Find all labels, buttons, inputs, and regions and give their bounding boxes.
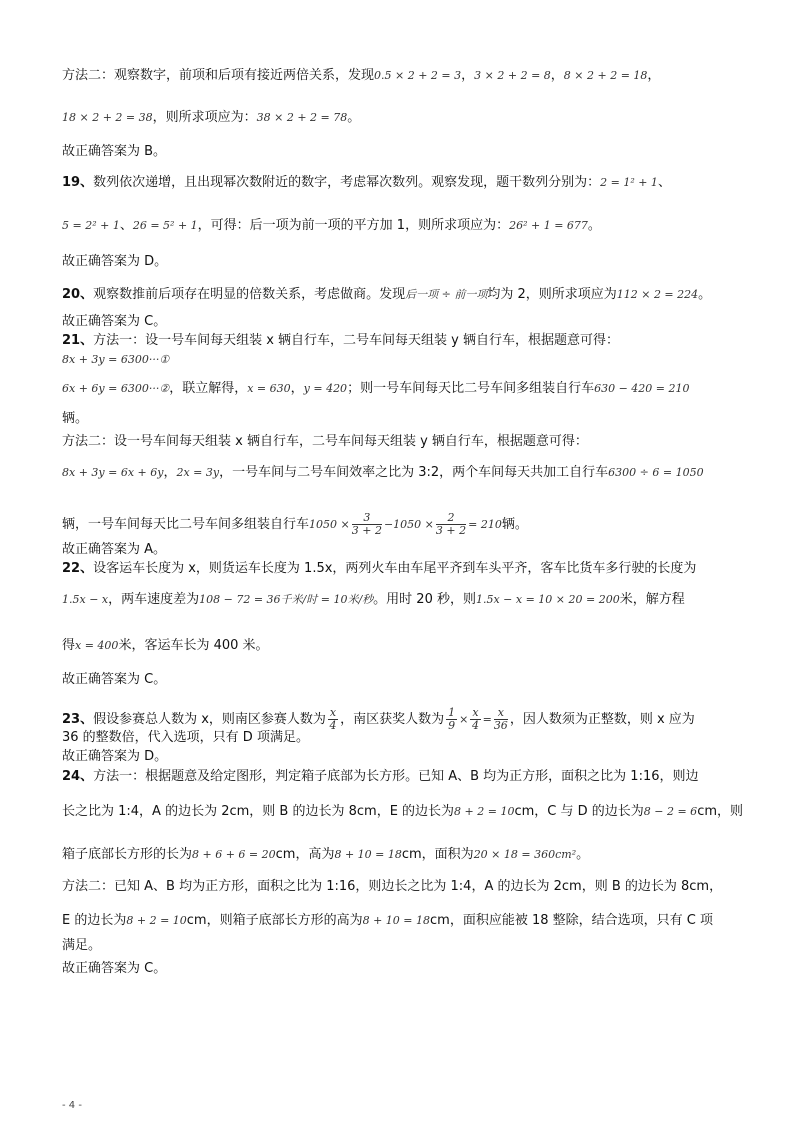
- q23-line1: 23、假设参赛总人数为 x，则南区参赛人数为 $\frac{x}{4}$ ，南区获奖人数为 $\frac{1}{9}$ × $\frac{x}{4}$ = $\frac{x}{36}$ ，因人数须为正整数，则 x 应为: [62, 706, 695, 732]
- q21-line1: 21、方法一：设一号车间每天组装 x 辆自行车，二号车间每天组装 y 辆自行车，根据题意可得：: [62, 333, 620, 348]
- q24-method2-line3: 满足。: [62, 938, 102, 953]
- fraction: $\frac{2}{3 + 2}$: [435, 511, 467, 537]
- fraction: $\frac{1}{9}$: [448, 706, 456, 732]
- q24-line2: 长之比为 1:4，A 的边长为 2cm，则 B 的边长为 8cm，E 的边长为8 + 2 = 10cm，C 与 D 的边长为8 − 2 = 6cm，则: [62, 804, 743, 819]
- q21-method2-line2: 8x + 3y = 6x + 6y，2x = 3y，一号车间与二号车间效率之比为 3:2，两个车间每天共加工自行车6300 ÷ 6 = 1050: [62, 465, 704, 480]
- q21-equation1: 8x + 3y = 6300···①: [62, 353, 170, 366]
- q24-method2-line1: 方法二：已知 A、B 均为正方形，面积之比为 1:16，则边长之比为 1:4，A 的边长为 2cm，则 B 的边长为 8cm，: [62, 879, 723, 894]
- fraction: $\frac{x}{36}$: [493, 706, 508, 732]
- answer-24: 故正确答案为 C。: [62, 961, 167, 976]
- q23-line2: 36 的整数倍，代入选项，只有 D 项满足。: [62, 730, 309, 745]
- q22-line1: 22、设客运车长度为 x，则货运车长度为 1.5x，两列火车由车尾平齐到车头平齐，客车比货车多行驶的长度为: [62, 561, 697, 576]
- q21-line3: 6x + 6y = 6300···②，联立解得，x = 630，y = 420；则一号车间每天比二号车间多组装自行车630 − 420 = 210: [62, 381, 690, 396]
- answer-18: 故正确答案为 B。: [62, 144, 167, 159]
- answer-23: 故正确答案为 D。: [62, 749, 168, 764]
- q24-line1: 24、方法一：根据题意及给定图形，判定箱子底部为长方形。已知 A、B 均为正方形，面积之比为 1:16，则边: [62, 769, 699, 784]
- answer-19: 故正确答案为 D。: [62, 254, 168, 269]
- q21-line4: 辆。: [62, 411, 89, 426]
- page-number: - 4 -: [62, 1100, 82, 1111]
- q21-method2-line1: 方法二：设一号车间每天组装 x 辆自行车，二号车间每天组装 y 辆自行车，根据题意可得：: [62, 434, 588, 449]
- para-method2-line2: 18 × 2 + 2 = 38，则所求项应为：38 × 2 + 2 = 78。: [62, 110, 361, 125]
- q24-line3: 箱子底部长方形的长为8 + 6 + 6 = 20cm，高为8 + 10 = 18cm，面积为20 × 18 = 360cm²。: [62, 847, 590, 862]
- q19-line2: 5 = 2² + 1、26 = 5² + 1，可得：后一项为前一项的平方加 1，则所求项应为：26² + 1 = 677。: [62, 218, 601, 233]
- fraction: $\frac{3}{3 + 2}$: [351, 511, 382, 537]
- q22-line3: 得x = 400米，客运车长为 400 米。: [62, 638, 269, 653]
- para-method2-line1: 方法二：观察数字，前项和后项有接近两倍关系，发现0.5 × 2 + 2 = 3，3 × 2 + 2 = 8，8 × 2 + 2 = 18，: [62, 68, 661, 83]
- answer-20: 故正确答案为 C。: [62, 314, 167, 329]
- q19-line1: 19、数列依次递增，且出现幂次数附近的数字，考虑幂次数列。观察发现，题干数列分别为：2 = 1² + 1、: [62, 175, 671, 190]
- q20-line1: 20、观察数推前后项存在明显的倍数关系，考虑做商。发现后一项 ÷ 前一项均为 2，则所求项应为112 × 2 = 224。: [62, 287, 712, 302]
- fraction: $\frac{x}{4}$: [471, 706, 479, 732]
- q22-line2: 1.5x − x，两车速度差为108 − 72 = 36千米/时 = 10米/秒。用时 20 秒，则1.5x − x = 10 × 20 = 200米，解方程: [62, 592, 685, 607]
- q24-method2-line2: E 的边长为8 + 2 = 10cm，则箱子底部长方形的高为8 + 10 = 18cm，面积应能被 18 整除，结合选项，只有 C 项: [62, 913, 713, 928]
- answer-21: 故正确答案为 A。: [62, 542, 167, 557]
- q21-method2-line3: 辆，一号车间每天比二号车间多组装自行车1050 × $\frac{3}{3 + 2}$ −1050 × $\frac{2}{3 + 2}$ = 210辆。: [62, 511, 528, 537]
- fraction: $\frac{x}{4}$: [329, 706, 337, 732]
- answer-22: 故正确答案为 C。: [62, 672, 167, 687]
